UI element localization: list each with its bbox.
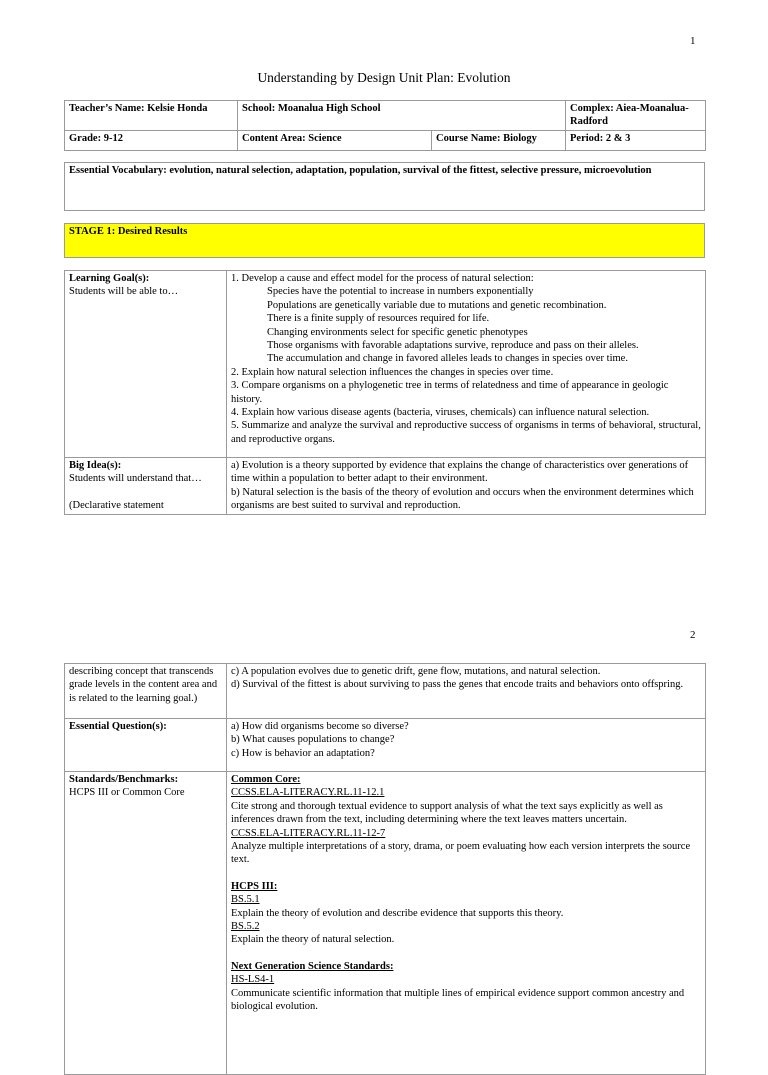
- complex-name: Complex: Aiea-Moanalua-Radford: [566, 101, 706, 131]
- common-core-heading: Common Core:: [231, 774, 301, 785]
- goal-1: 1. Develop a cause and effect model for the process of natural selection:: [231, 273, 534, 284]
- question: c) How is behavior an adaptation?: [231, 747, 375, 759]
- stage1-table: [64, 223, 705, 258]
- standards-list: [227, 772, 706, 1075]
- standard-text: Explain the theory of natural selection.: [231, 934, 395, 946]
- big-idea-declarative: (Declarative statement: [69, 499, 164, 511]
- goal-1-sub: The accumulation and change in favored alleles leads to changes in species over time.: [267, 353, 628, 365]
- declarative-continued: describing concept that transcends grade levels in the content area and is related to the learning goal.): [65, 664, 227, 719]
- standards-cell: [65, 772, 227, 1075]
- goal-2: 2. Explain how natural selection influences the changes in species over time.: [231, 366, 554, 378]
- goal-1-sub: Those organisms with favorable adaptations survive, reproduce and pass on their alleles.: [267, 340, 639, 352]
- goal-3: 3. Compare organisms on a phylogenetic tree in terms of relatedness and time of appearance in geologic history.: [231, 380, 669, 405]
- page-number: 2: [690, 629, 696, 641]
- standards-label: Standards/Benchmarks:: [69, 774, 179, 785]
- ngss-heading: Next Generation Science Standards:: [231, 960, 394, 972]
- header-table: [64, 100, 706, 151]
- big-idea-cell: [65, 458, 227, 515]
- hcps-heading: HCPS III:: [231, 880, 278, 892]
- course-name: Course Name: Biology: [432, 130, 566, 150]
- big-ideas-continued: [227, 664, 706, 719]
- goal-1-sub: Changing environments select for specific genetic phenotypes: [267, 326, 528, 338]
- big-idea-a: a) Evolution is a theory supported by evidence that explains the change of characteristics over generations of time within a population to better adapt to their environment.: [231, 460, 689, 485]
- standard-code-link[interactable]: BS.5.2: [231, 921, 260, 933]
- learning-goals-sub: Students will be able to…: [69, 286, 179, 298]
- question: a) How did organisms become so diverse?: [231, 721, 409, 732]
- vocab-table: [64, 162, 705, 211]
- standards-sub: HCPS III or Common Core: [69, 787, 185, 799]
- goal-1-sub: Species have the potential to increase in numbers exponentially: [267, 286, 534, 298]
- learning-goals-cell: [65, 271, 227, 458]
- content-area: Content Area: Science: [238, 130, 432, 150]
- page-number: 1: [690, 35, 696, 47]
- essential-questions-label: Essential Question(s):: [65, 719, 227, 772]
- document-title: Understanding by Design Unit Plan: Evolution: [257, 70, 511, 85]
- learning-goals-list: [227, 271, 706, 458]
- big-idea-d: d) Survival of the fittest is about surviving to pass the genes that encode traits and behaviors onto offspring.: [231, 679, 684, 691]
- learning-goals-label: Learning Goal(s):: [69, 273, 150, 284]
- goal-5: 5. Summarize and analyze the survival and reproductive success of organisms in terms of behavioral, structural, and reproductive organs.: [231, 420, 701, 445]
- big-idea-label: Big Idea(s):: [69, 460, 122, 471]
- standard-text: Communicate scientific information that multiple lines of empirical evidence support common ancestry and biological evolution.: [231, 987, 685, 1013]
- standard-text: Explain the theory of evolution and describe evidence that supports this theory.: [231, 907, 564, 919]
- goal-4: 4. Explain how various disease agents (bacteria, viruses, chemicals) can influence natural selection.: [231, 407, 650, 419]
- standard-code-link[interactable]: BS.5.1: [231, 894, 260, 906]
- page2-table: [64, 663, 706, 1075]
- standard-text: Cite strong and thorough textual evidence to support analysis of what the text says explicitly as well as inferences drawn from the text, including determining where the text leaves matters uncertain.: [231, 800, 663, 826]
- teacher-name: Teacher’s Name: Kelsie Honda: [65, 101, 238, 131]
- grade: Grade: 9-12: [65, 130, 238, 150]
- essential-questions-list: [227, 719, 706, 772]
- big-idea-c: c) A population evolves due to genetic drift, gene flow, mutations, and natural selection.: [231, 666, 601, 677]
- essential-vocabulary: Essential Vocabulary: evolution, natural selection, adaptation, population, survival of the fittest, selective pressure, microevolution: [65, 163, 705, 211]
- big-idea-b: b) Natural selection is the basis of the theory of evolution and occurs when the environment determines which organisms are best suited to survival and reproduction.: [231, 486, 694, 512]
- big-idea-sub: Students will understand that…: [69, 473, 202, 485]
- goals-table: [64, 270, 706, 515]
- standard-text: Analyze multiple interpretations of a story, drama, or poem evaluating how each version interprets the source text.: [231, 841, 691, 866]
- standard-code-link[interactable]: CCSS.ELA-LITERACY.RL.11-12.1: [231, 787, 385, 799]
- standard-code-link[interactable]: CCSS.ELA-LITERACY.RL.11-12-7: [231, 827, 386, 839]
- question: b) What causes populations to change?: [231, 734, 395, 746]
- school-name: School: Moanalua High School: [238, 101, 566, 131]
- standard-code-link[interactable]: HS-LS4-1: [231, 974, 275, 986]
- stage1-heading: STAGE 1: Desired Results: [65, 224, 705, 258]
- big-ideas-list: [227, 458, 706, 515]
- period: Period: 2 & 3: [566, 130, 706, 150]
- goal-1-sub: There is a finite supply of resources required for life.: [267, 313, 490, 325]
- goal-1-sub: Populations are genetically variable due to mutations and genetic recombination.: [267, 299, 607, 311]
